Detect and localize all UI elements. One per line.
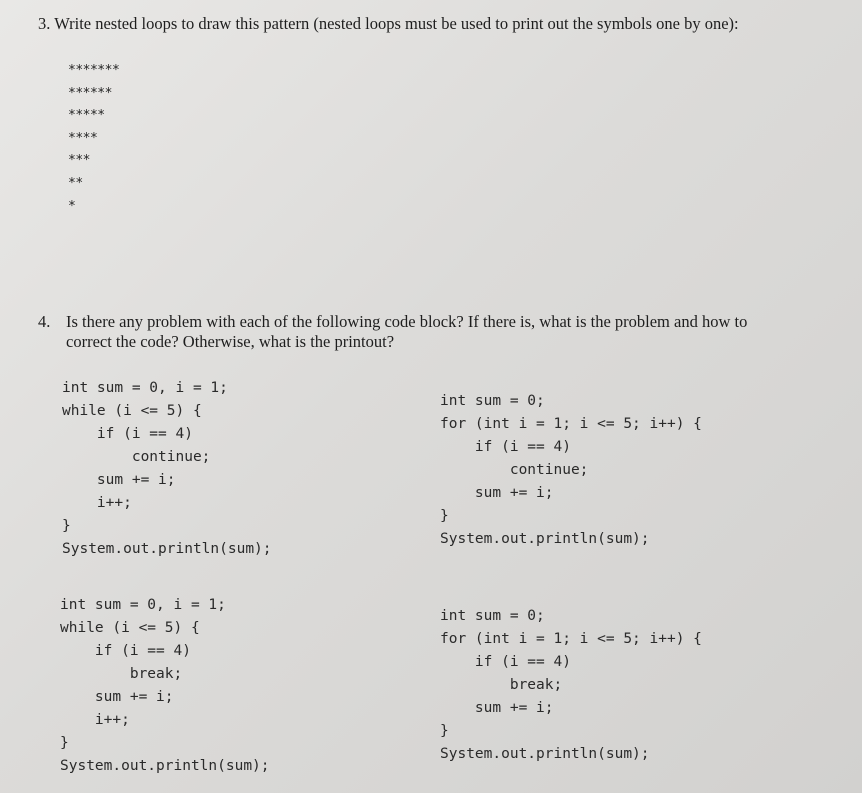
code-line: break; [440, 677, 563, 693]
code-line: int sum = 0, i = 1; [62, 380, 228, 396]
pattern-row: ****** [68, 85, 112, 101]
code-line: } [440, 508, 449, 524]
question-4-number: 4. [38, 312, 51, 331]
code-line: continue; [440, 462, 589, 478]
code-line: sum += i; [440, 700, 554, 716]
code-line: if (i == 4) [440, 439, 571, 455]
code-block-for-continue [440, 390, 702, 551]
code-line: } [62, 518, 71, 534]
code-line: } [440, 723, 449, 739]
code-line: int sum = 0; [440, 393, 545, 409]
code-line: for (int i = 1; i <= 5; i++) { [440, 416, 702, 432]
code-line: if (i == 4) [62, 426, 193, 442]
code-line: System.out.println(sum); [60, 758, 270, 774]
code-line: sum += i; [60, 689, 174, 705]
question-3-text: 3. Write nested loops to draw this pattern (nested loops must be used to print out the symbols one by one): [38, 14, 739, 33]
code-line: for (int i = 1; i <= 5; i++) { [440, 631, 702, 647]
pattern-row: *** [68, 153, 90, 169]
code-line: sum += i; [62, 472, 176, 488]
code-block-while-continue [62, 377, 272, 561]
code-line: i++; [62, 495, 132, 511]
code-line: int sum = 0; [440, 608, 545, 624]
code-line: i++; [60, 712, 130, 728]
code-line: while (i <= 5) { [60, 620, 200, 636]
question-4-line-2: correct the code? Otherwise, what is the printout? [66, 332, 395, 351]
code-line: if (i == 4) [60, 643, 191, 659]
question-4-prompt [38, 312, 853, 352]
pattern-row: **** [68, 130, 98, 146]
code-line: System.out.println(sum); [440, 746, 650, 762]
code-line: while (i <= 5) { [62, 403, 202, 419]
pattern-row: ******* [68, 63, 120, 78]
question-3-prompt [38, 14, 858, 34]
pattern-row: ***** [68, 108, 105, 124]
question-4-line-1: Is there any problem with each of the following code block? If there is, what is the problem and how to [66, 312, 748, 331]
code-line: if (i == 4) [440, 654, 571, 670]
star-pattern [68, 60, 119, 218]
code-block-for-break [440, 605, 702, 766]
code-line: System.out.println(sum); [62, 541, 272, 557]
code-line: continue; [62, 449, 211, 465]
code-line: } [60, 735, 69, 751]
code-line: break; [60, 666, 183, 682]
pattern-row: * [68, 198, 76, 214]
code-line: int sum = 0, i = 1; [60, 597, 226, 613]
code-block-while-break [60, 594, 270, 778]
code-line: sum += i; [440, 485, 554, 501]
pattern-row: ** [68, 175, 83, 191]
code-line: System.out.println(sum); [440, 531, 650, 547]
